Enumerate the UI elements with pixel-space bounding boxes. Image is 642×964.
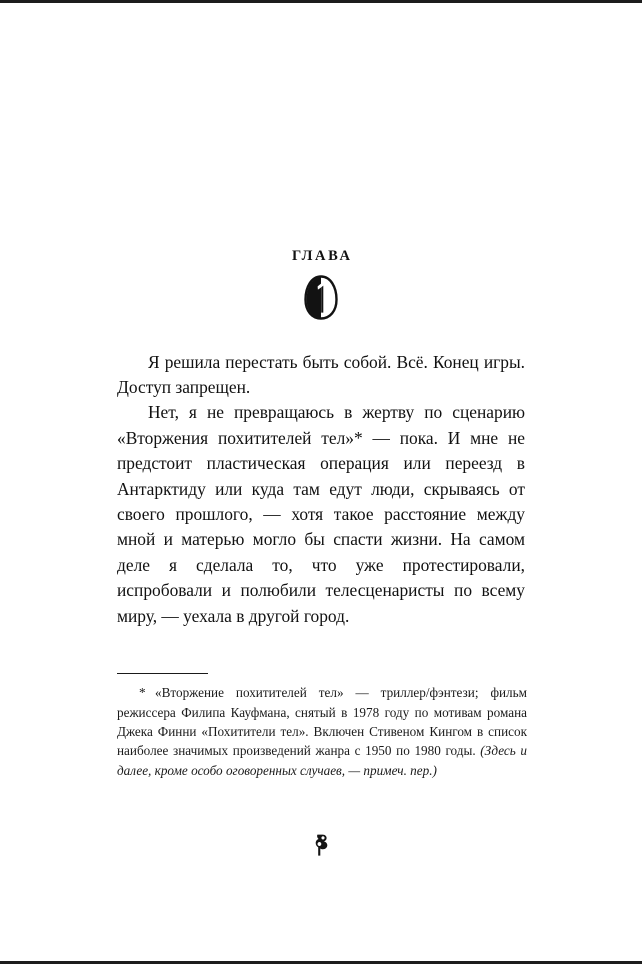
chapter-label: ГЛАВА: [292, 248, 353, 264]
footnote-italic-segment: (Здесь и далее, кроме особо оговоренных случаев, — примеч. пер.): [117, 743, 527, 778]
footnote-block: [117, 673, 527, 780]
footnote-separator-rule: [117, 673, 208, 674]
footnote-roman-segment: «Вторжение похитителей тел» — триллер/фэнтези; фильм режиссера Филипа Кауфмана, снятый в 1978 году по мотивам романа Джека Финни «Похитители тел». Включен Стивеном Кингом в список наиболее значимых произведений жанра с 1950 по 1980 годы.: [117, 685, 527, 759]
footnote-text: [117, 683, 527, 779]
page-content: [117, 0, 525, 629]
bottom-ornament: [0, 833, 642, 862]
egg-shaped-chapter-number-ornament: [304, 275, 338, 320]
fleuron-ornament: [311, 833, 331, 857]
body-paragraph-1-text: Я решила перестать быть собой. Всё. Конец игры. Доступ запрещен.: [117, 351, 525, 397]
body-text-block: [117, 350, 525, 629]
body-paragraph-2-text: Нет, я не превращаюсь в жертву по сценарию «Вторжения похитителей тел»* — пока. И мне не предстоит пластическая операция или переезд в Антарктиду или куда там едут люди, скрываясь от своего прошлого, — хотя такое расстояние между мной и матерью могло бы спасти жизни. На самом деле я сделала то, что уже протестировали, испробовали и полюбили телесценаристы по всему миру, — уехала в другой город.: [117, 402, 525, 626]
chapter-heading: [117, 249, 525, 320]
body-paragraph-1: [117, 350, 525, 401]
body-paragraph-2: [117, 400, 525, 629]
footnote-marker: *: [139, 685, 146, 701]
